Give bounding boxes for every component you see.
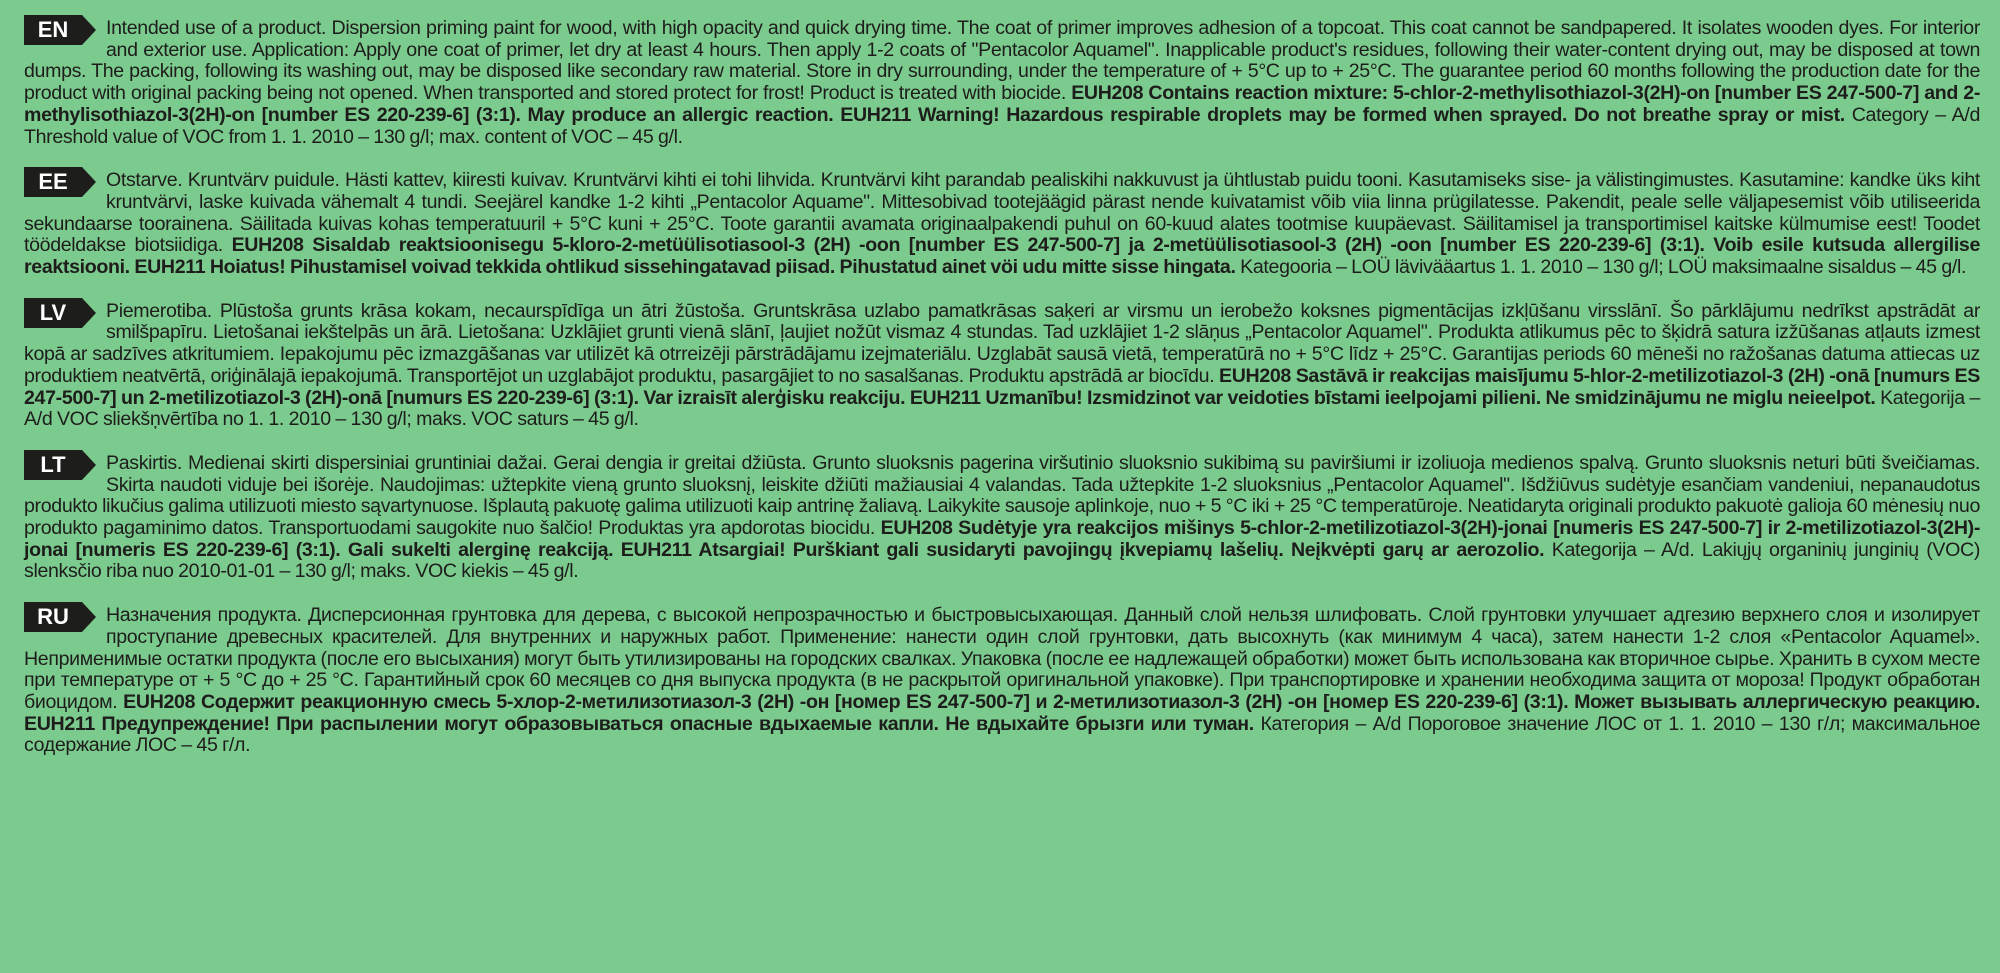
- language-code: EN: [37, 17, 69, 42]
- language-badge-lt: [24, 450, 100, 480]
- text-hazard-bold: EUH208 Sastāvā ir reakcijas maisījumu 5-hlor-2-metilizotiazol-3 (2H) -onā [numurs ES 247-500-7] un 2-metilizotiazol-3 (2H)-onā [numurs ES 220-239-6] (3:1). Var izraisīt alerģisku reakciju. EUH211 Uzmanību! Izsmidzinot var veidoties bīstami ieelpojami pilieni. Ne smidzinājumu ne miglu neieelpot.: [24, 364, 1980, 409]
- text-voc: Kategorija – A/d. Lakiųjų organinių junginių (VOC) slenksčio riba nuo 2010-01-01 – 130 g/l; maks. VOC kiekis – 45 g/l.: [24, 538, 1980, 583]
- paragraph-ee: [24, 170, 1980, 279]
- language-code: LT: [40, 451, 66, 477]
- language-code: EE: [38, 169, 68, 195]
- section-ru: [24, 605, 1980, 757]
- section-lt: [24, 453, 1980, 583]
- text-plain: Paskirtis. Medienai skirti dispersiniai gruntiniai dažai. Gerai dengia ir greitai džiūsta. Grunto sluoksnis pagerina viršutinio sluoksnio sukibimą su paviršiumi ir izoliuoja medienos spalvą. Grunto sluoksnis neturi būti šveičiamas. Skirta naudoti viduje bei išorėje. Naudojimas: užtepkite vieną grunto sluoksnį, leiskite džiūti mažiausiai 4 valandas. Tada užtepkite 1-2 sluoksnius „Pentacolor Aquamel". Išdžiūvus sudėtyje esančiam vandeniui, nepanaudotus produkto likučius galima utilizuoti miesto sąvartynuose. Išplautą pakuotę galima utilizuoti kaip antrinę žaliavą. Laikykite sausoje aplinkoje, nuo + 5 °C iki + 25 °C temperatūroje. Neatidaryta originali produkto pakuotė galioja 60 mėnesių nuo produkto pagaminimo datos. Transportuodami saugokite nuo šalčio! Produktas yra apdorotas biocidu.: [24, 451, 1980, 540]
- text-plain: Назначения продукта. Дисперсионная грунтовка для дерева, с высокой непрозрачностью и быстровысыхающая. Данный слой нельзя шлифовать. Слой грунтовки улучшает адгезию верхнего слоя и изолирует проступание древесных красителей. Для внутренних и наружных работ. Применение: нанести один слой грунтовки, дать высохнуть (как минимум 4 часа), затем нанести 1-2 слоя «Pentacolor Aquamel». Неприменимые остатки продукта (после его высыхания) могут быть утилизированы на городских свалках. Упаковка (после ее надлежащей обработки) может быть использована как вторичное сырье. Хранить в сухом месте при температуре от + 5 °С до + 25 °С. Гарантийный срок 60 месяцев со дня выпуска продукта (в не раскрытой оригинальной упаковке). При транспортировке и хранении необходима защита от мороза! Продукт обработан биоцидом.: [24, 604, 1980, 713]
- section-ee: [24, 170, 1980, 279]
- text-hazard-bold: EUH208 Содержит реакционную смесь 5-хлор-2-метилизотиазол-3 (2H) -он [номер ES 247-500-7] и 2-метилизотиазол-3 (2H) -он [номер ES 220-239-6] (3:1). Может вызывать аллергическую реакцию. EUH211 Предупреждение! При распылении могут образовываться опасные вдыхаемые капли. Не вдыхайте брызги или туман.: [24, 690, 1981, 735]
- section-lv: [24, 301, 1980, 431]
- text-plain: Otstarve. Kruntvärv puidule. Hästi kattev, kiiresti kuivav. Kruntvärvi kihti ei tohi lihvida. Kruntvärvi kiht parandab pealiskihi nakkuvust ja ühtlustab puidu tooni. Kasutamiseks sise- ja välistingimustes. Kasutamine: kandke üks kiht kruntvärvi, laske kuivada vähemalt 4 tundi. Seejärel kandke 1-2 kihti „Pentacolor Aquame". Mittesobivad tootejäägid pärast nende kuivatamist võib viia linna prügilatesse. Pakendit, peale selle väljapesemist võib utiliseerida sekundaarse toorainena. Säilitada kuivas kohas temperatuuril + 5°C kuni + 25°C. Toote garantii avamata originaalpakendi puhul on 60-kuud alates tootmise kuupäevast. Säilitamisel ja transportimisel kaitske külmumise eest! Toodet töödeldakse biotsiidiga.: [24, 169, 1980, 257]
- text-plain: Piemerotiba. Plūstoša grunts krāsa kokam, necaurspīdīga un ātri žūstoša. Gruntskrāsa uzlabo pamatkrāsas saķeri ar virsmu un ierobežo koksnes pigmentācijas izkļūšanu virsslānī. Šo pārklājumu nedrīkst apstrādāt ar smilšpapīru. Lietošanai iekštelpās un ārā. Lietošana: Uzklājiet grunti vienā slānī, ļaujiet nožūt vismaz 4 stundas. Tad uzklājiet 1-2 slāņus „Pentacolor Aquamel". Produkta atlikumus pēc to šķidrā satura izžūšanas atļauts izmest kopā ar sadzīves atkritumiem. Iepakojumu pēc izmazgāšanas var utilizēt kā otrreizēji pārstrādājamu izejmateriālu. Uzglabāt sausā vietā, temperatūrā no + 5°C līdz + 25°C. Garantijas periods 60 mēneši no ražošanas datuma attiecas uz produktiem neatvērtā, oriģinālajā iepakojumā. Transportējot un uzglabājot produktu, pasargājiet to no sasalšanas. Produktu apstrādā ar biocīdu.: [24, 299, 1980, 387]
- text-voc: Kategorija – A/d VOC sliekšņvērtība no 1. 1. 2010 – 130 g/l; maks. VOC saturs – 45 g/l.: [24, 386, 1980, 431]
- text-voc: Категория – A/d Пороговое значение ЛОС от 1. 1. 2010 – 130 г/л; максимальное содержание ЛОС – 45 г/л.: [24, 712, 1981, 757]
- language-code: RU: [37, 604, 69, 630]
- section-en: [24, 18, 1980, 148]
- text-voc: Category – A/d Threshold value of VOC from 1. 1. 2010 – 130 g/l; max. content of VOC – 45 g/l.: [24, 103, 1980, 148]
- language-badge-ru: [24, 602, 100, 632]
- text-plain: Intended use of a product. Dispersion priming paint for wood, with high opacity and quick drying time. The coat of primer improves adhesion of a topcoat. This coat cannot be sandpapered. It isolates wooden dyes. For interior and exterior use. Application: Apply one coat of primer, let dry at least 4 hours. Then apply 1-2 coats of "Pentacolor Aquamel". Inapplicable product's residues, following their water-content drying out, may be disposed at town dumps. The packing, following its washing out, may be disposed like secondary raw material. Store in dry surrounding, under the temperature of + 5°C up to + 25°C. The guarantee period 60 months following the production date for the product with original packing being not opened. When transported and stored protect for frost! Product is treated with biocide.: [24, 17, 1980, 105]
- paragraph-ru: [24, 605, 1980, 757]
- paragraph-lv: [24, 301, 1980, 431]
- paragraph-en: [24, 18, 1980, 148]
- paragraph-lt: [24, 453, 1980, 583]
- text-hazard-bold: EUH208 Sisaldab reaktsioonisegu 5-kloro-2-metüülisotiasool-3 (2H) -oon [number ES 247-500-7] ja 2-metüülisotiasool-3 (2H) -oon [number ES 220-239-6] (3:1). Voib esile kutsuda allergilise reaktsiooni. EUH211 Hoiatus! Pihustamisel voivad tekkida ohtlikud sissehingatavad piisad. Pihustatud ainet vöi udu mitte sisse hingata.: [24, 234, 1981, 279]
- language-badge-lv: [24, 298, 100, 328]
- text-hazard-bold: EUH208 Sudėtyje yra reakcijos mišinys 5-chlor-2-metilizotiazol-3(2H)-jonai [numeris ES 247-500-7] ir 2-metilizotiazol-3(2H)-jonai [numeris ES 220-239-6] (3:1). Gali sukelti alerginę reakciją. EUH211 Atsargiai! Purškiant gali susidaryti pavojingų įkvepiamų lašelių. Neįkvėpti garų ar aerozolio.: [24, 517, 1980, 561]
- language-code: LV: [39, 299, 67, 325]
- language-badge-en: [24, 15, 100, 45]
- text-hazard-bold: EUH208 Contains reaction mixture: 5-chlor-2-methylisothiazol-3(2H)-on [number ES 247-500-7] and 2-methylisothiazol-3(2H)-on [number ES 220-239-6] (3:1). May produce an allergic reaction. EUH211 Warning! Hazardous respirable droplets may be formed when sprayed. Do not breathe spray or mist.: [24, 82, 1981, 126]
- text-voc: Kategooria – LOÜ lävivääartus 1. 1. 2010 – 130 g/l; LOÜ maksimaalne sisaldus – 45 g/l.: [1235, 256, 1967, 279]
- language-badge-ee: [24, 167, 100, 197]
